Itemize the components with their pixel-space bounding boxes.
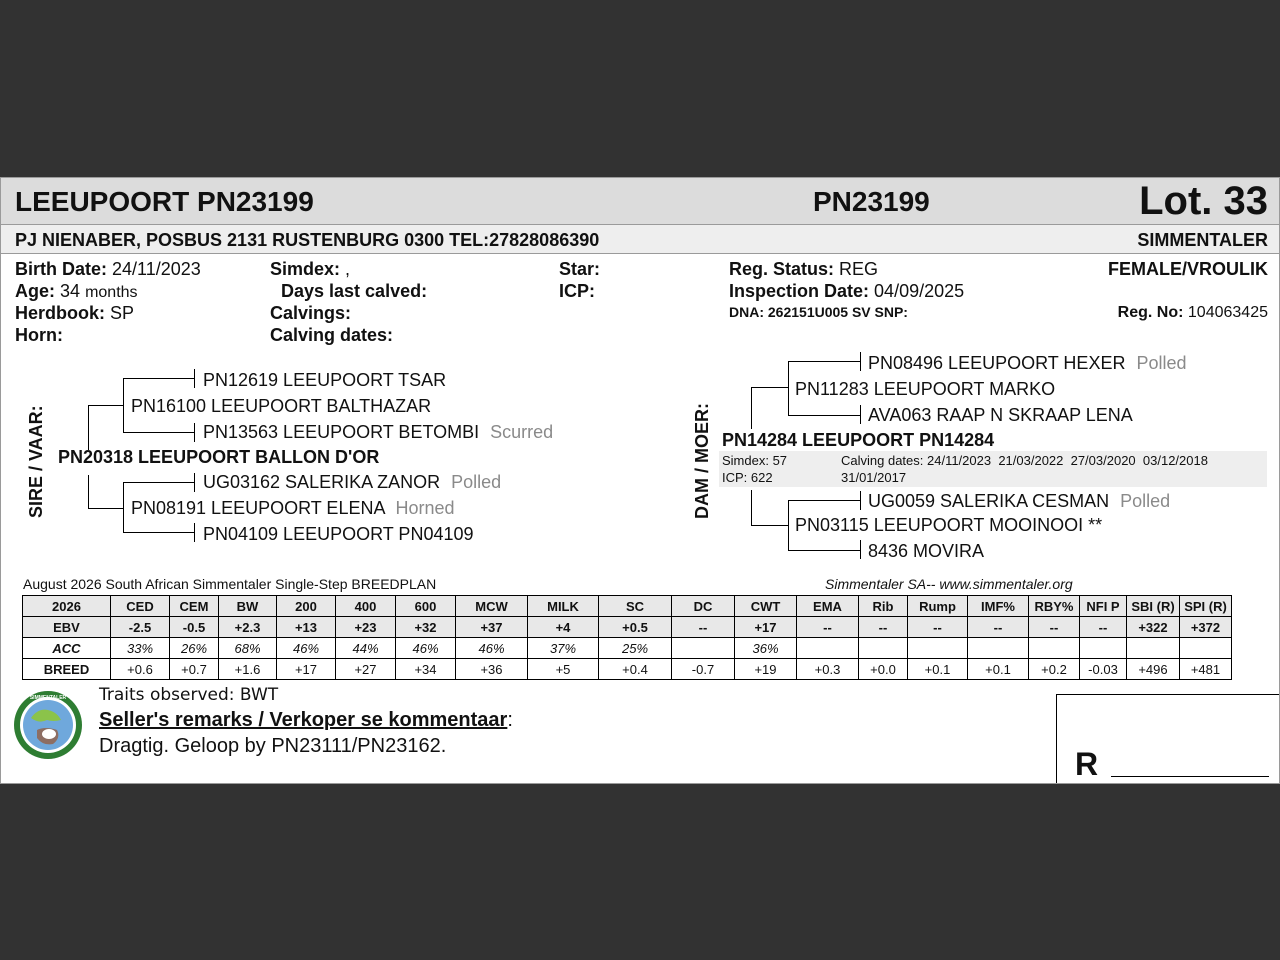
breed-name: SIMMENTALER (1137, 230, 1268, 250)
table-cell: 37% (528, 638, 599, 659)
connector (88, 475, 89, 508)
connector (751, 387, 789, 388)
table-cell: Rib (859, 596, 908, 617)
connector (194, 523, 195, 542)
simdex: Simdex: , (270, 259, 351, 279)
table-cell: +4 (528, 617, 599, 638)
lot-card (0, 177, 1280, 784)
connector (88, 508, 124, 509)
table-cell (797, 638, 859, 659)
table-cell: +27 (336, 659, 396, 680)
table-cell: 200 (277, 596, 336, 617)
connector (194, 369, 195, 388)
connector (788, 550, 861, 551)
ebv-header-row (23, 596, 1232, 617)
table-cell: +0.2 (1029, 659, 1080, 680)
table-cell: CWT (735, 596, 797, 617)
table-cell: +0.0 (859, 659, 908, 680)
row-label-cell: EBV (23, 617, 111, 638)
table-cell: +0.4 (599, 659, 672, 680)
connector (88, 405, 89, 450)
table-cell: +372 (1180, 617, 1232, 638)
dna-info: DNA: 262151U005 SV SNP: (729, 304, 908, 320)
table-cell: +13 (277, 617, 336, 638)
table-cell (672, 638, 735, 659)
sire-vertical-label: SIRE / VAAR: (26, 405, 46, 518)
table-cell: MILK (528, 596, 599, 617)
lot-number: Lot. 33 (1139, 179, 1268, 223)
herdbook: Herdbook: SP (15, 303, 135, 323)
table-cell: 46% (456, 638, 528, 659)
star-label: Star: (559, 259, 601, 279)
traits-observed: Traits observed: BWT (99, 685, 279, 705)
table-cell (968, 638, 1029, 659)
pedigree-sd-dam: PN04109 LEEUPOORT PN04109 (203, 524, 474, 544)
table-cell: +0.3 (797, 659, 859, 680)
table-cell: +496 (1127, 659, 1180, 680)
pedigree-ds-sire: PN08496 LEEUPOORT HEXER Polled (868, 353, 1187, 373)
table-cell: CED (111, 596, 170, 617)
pedigree-dam-sire: PN11283 LEEUPOORT MARKO (795, 379, 1056, 399)
pedigree-dd-dam: 8436 MOVIRA (868, 541, 985, 561)
price-input-line[interactable] (1111, 776, 1269, 777)
connector (123, 482, 124, 532)
table-cell (1029, 638, 1080, 659)
icp-label: ICP: (559, 281, 595, 301)
connector (123, 432, 195, 433)
table-cell: -- (1029, 617, 1080, 638)
table-cell: +36 (456, 659, 528, 680)
connector (788, 361, 861, 362)
breedplan-website: Simmentaler SA-- www.simmentaler.org (825, 576, 1073, 592)
connector (123, 532, 195, 533)
table-cell: -- (859, 617, 908, 638)
table-cell: +32 (396, 617, 456, 638)
connector (88, 405, 124, 406)
ebv-row (23, 617, 1232, 638)
table-cell: +23 (336, 617, 396, 638)
table-cell: 44% (336, 638, 396, 659)
table-cell: +0.1 (908, 659, 968, 680)
table-cell: 400 (336, 596, 396, 617)
table-cell: IMF% (968, 596, 1029, 617)
table-cell: -- (1080, 617, 1127, 638)
pedigree-sire-sire: PN16100 LEEUPOORT BALTHAZAR (131, 396, 432, 416)
connector (788, 415, 861, 416)
table-cell: -- (908, 617, 968, 638)
connector (123, 378, 195, 379)
connector (123, 482, 195, 483)
ebv-table (22, 595, 1232, 680)
price-label: R (1075, 746, 1099, 782)
table-cell: EMA (797, 596, 859, 617)
animal-id: PN23199 (813, 186, 930, 217)
table-cell: CEM (170, 596, 219, 617)
table-cell: +0.1 (968, 659, 1029, 680)
connector (860, 491, 861, 510)
dam-calving-dates-2: 31/01/2017 (841, 470, 907, 485)
pedigree-ss-sire: PN12619 LEEUPOORT TSAR (203, 370, 447, 390)
connector (751, 387, 752, 429)
pedigree-ss-dam: PN13563 LEEUPOORT BETOMBI Scurred (203, 422, 554, 442)
connector (788, 500, 861, 501)
table-cell: +1.6 (219, 659, 277, 680)
table-cell: 36% (735, 638, 797, 659)
breed-avg-row (23, 659, 1232, 680)
table-cell: -- (968, 617, 1029, 638)
breedplan-title: August 2026 South African Simmentaler Single-Step BREEDPLAN (23, 576, 437, 592)
dam-vertical-label: DAM / MOER: (692, 403, 712, 519)
table-cell: +2.3 (219, 617, 277, 638)
table-cell: +322 (1127, 617, 1180, 638)
table-cell: -- (797, 617, 859, 638)
table-cell: BW (219, 596, 277, 617)
remarks-heading: Seller's remarks / Verkoper se kommentaar: (99, 709, 513, 731)
pedigree-dd-sire: UG0059 SALERIKA CESMAN Polled (868, 491, 1171, 511)
connector (194, 423, 195, 442)
table-cell: -- (672, 617, 735, 638)
logo-text: SIMMENTALER (29, 695, 67, 701)
connector (751, 490, 752, 525)
association-logo (13, 690, 83, 760)
dam-calving-dates: Calving dates: 24/11/2023 21/03/2022 27/03/2020 03/12/2018 (841, 453, 1208, 468)
table-cell: -2.5 (111, 617, 170, 638)
table-cell: 33% (111, 638, 170, 659)
table-cell: Rump (908, 596, 968, 617)
connector (788, 500, 789, 550)
horn-label: Horn: (15, 325, 63, 345)
connector (860, 352, 861, 371)
table-cell: +37 (456, 617, 528, 638)
table-cell: DC (672, 596, 735, 617)
table-cell: 46% (277, 638, 336, 659)
connector (860, 405, 861, 424)
table-cell: 46% (396, 638, 456, 659)
connector (751, 525, 789, 526)
owner-address: PJ NIENABER, POSBUS 2131 RUSTENBURG 0300 TEL:27828086390 (15, 230, 600, 250)
reg-status: Reg. Status: REG (729, 259, 879, 279)
table-cell: SBI (R) (1127, 596, 1180, 617)
table-cell: +34 (396, 659, 456, 680)
calving-dates-label: Calving dates: (270, 325, 394, 345)
age: Age: 34 months (15, 281, 138, 301)
connector (194, 473, 195, 492)
pedigree-sire-dam: PN08191 LEEUPOORT ELENA Horned (131, 498, 455, 518)
table-cell: +481 (1180, 659, 1232, 680)
table-cell: -0.7 (672, 659, 735, 680)
table-cell: +0.6 (111, 659, 170, 680)
table-cell (908, 638, 968, 659)
table-cell: +0.5 (599, 617, 672, 638)
pedigree-ds-dam: AVA063 RAAP N SKRAAP LENA (868, 405, 1133, 425)
dam-icp: ICP: 622 (722, 470, 773, 485)
table-cell: 26% (170, 638, 219, 659)
table-cell: 600 (396, 596, 456, 617)
table-cell: NFI P (1080, 596, 1127, 617)
inspection-date: Inspection Date: 04/09/2025 (729, 281, 965, 301)
table-cell: 68% (219, 638, 277, 659)
seller-remarks: Dragtig. Geloop by PN23111/PN23162. (99, 735, 447, 757)
animal-name: LEEUPOORT PN23199 (15, 186, 314, 217)
table-cell: -0.5 (170, 617, 219, 638)
table-cell: SC (599, 596, 672, 617)
pedigree-sd-sire: UG03162 SALERIKA ZANOR Polled (203, 472, 502, 492)
connector (788, 361, 789, 415)
connector (860, 540, 861, 559)
table-cell: RBY% (1029, 596, 1080, 617)
table-cell: MCW (456, 596, 528, 617)
table-cell (1080, 638, 1127, 659)
pedigree-dam: PN14284 LEEUPOORT PN14284 (722, 430, 995, 450)
pedigree-sire: PN20318 LEEUPOORT BALLON D'OR (58, 447, 380, 467)
row-label-cell: 2026 (23, 596, 111, 617)
calvings-label: Calvings: (270, 303, 352, 323)
sex: FEMALE/VROULIK (1108, 259, 1268, 279)
dam-simdex: Simdex: 57 (722, 453, 788, 468)
table-cell: +19 (735, 659, 797, 680)
reg-number: Reg. No: 104063425 (1117, 304, 1268, 321)
table-cell: +17 (735, 617, 797, 638)
table-cell (1180, 638, 1232, 659)
row-label-cell: BREED (23, 659, 111, 680)
table-cell: +17 (277, 659, 336, 680)
table-cell: 25% (599, 638, 672, 659)
row-label-cell: ACC (23, 638, 111, 659)
acc-row (23, 638, 1232, 659)
birth-date: Birth Date: 24/11/2023 (15, 259, 201, 279)
table-cell: +5 (528, 659, 599, 680)
table-cell (859, 638, 908, 659)
table-cell: SPI (R) (1180, 596, 1232, 617)
table-cell (1127, 638, 1180, 659)
pedigree-dam-dam: PN03115 LEEUPOORT MOOINOOI ** (795, 515, 1103, 535)
days-last-calved-label: Days last calved: (281, 281, 428, 301)
table-cell: +0.7 (170, 659, 219, 680)
table-cell: -0.03 (1080, 659, 1127, 680)
